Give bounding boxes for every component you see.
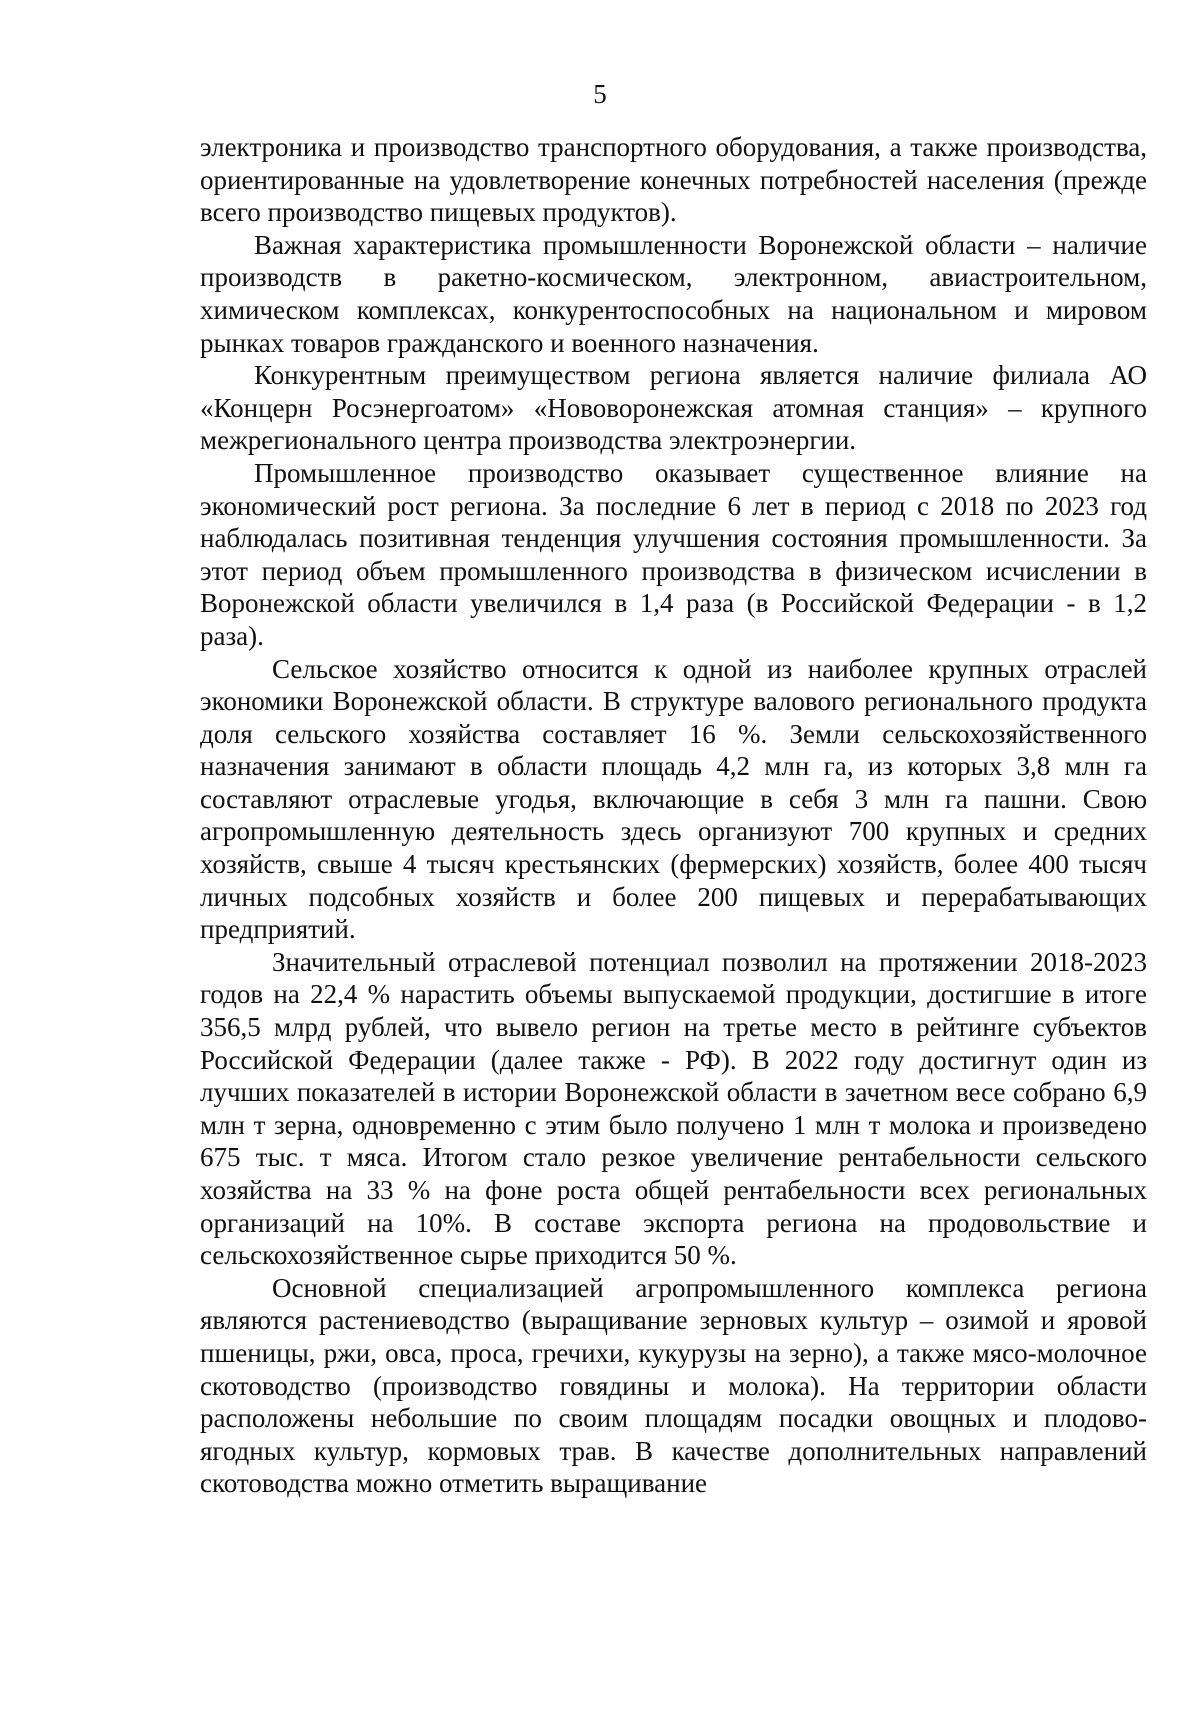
paragraph-sector-potential: Значительный отраслевой потенциал позволил на протяжении 2018-2023 годов на 22,4 % нарастить объемы выпускаемой продукции, достигшие в итоге 356,5 млрд рублей, что вывело регион на третье место в рейтинге субъектов Российской Федерации (далее также - РФ). В 2022 году достигнут один из лучших показателей в истории Воронежской области в зачетном весе собрано 6,9 млн т зерна, одновременно с этим было получено 1 млн т молока и произведено 675 тыс. т мяса. Итогом стало резкое увеличение рентабельности сельского хозяйства на 33 % на фоне роста общей рентабельности всех региональных организаций на 10%. В составе экспорта региона на продовольствие и сельскохозяйственное сырье приходится 50 %. — [200, 946, 1147, 1271]
paragraph-industrial-production: Промышленное производство оказывает существенное влияние на экономический рост региона. За последние 6 лет в период с 2018 по 2023 год наблюдалась позитивная тенденция улучшения состояния промышленности. За этот период объем промышленного производства в физическом исчислении в Воронежской области увеличился в 1,4 раза (в Российской Федерации - в 1,2 раза). — [200, 457, 1147, 651]
document-body — [200, 131, 1147, 1500]
paragraph-continuation: электроника и производство транспортного оборудования, а также производства, ориентированные на удовлетворение конечных потребностей населения (прежде всего производство пищевых продуктов). — [200, 132, 1147, 228]
page-number: 5 — [593, 79, 607, 109]
paragraph-industry-characteristic: Важная характеристика промышленности Воронежской области – наличие производств в ракетно-космическом, электронном, авиастроительном, химическом комплексах, конкурентоспособных на национальном и мировом рынках товаров гражданского и военного назначения. — [200, 229, 1147, 358]
paragraph-agriculture: Сельское хозяйство относится к одной из наиболее крупных отраслей экономики Воронежской области. В структуре валового регионального продукта доля сельского хозяйства составляет 16 %. Земли сельскохозяйственного назначения занимают в области площадь 4,2 млн га, из которых 3,8 млн га составляют отраслевые угодья, включающие в себя 3 млн га пашни. Свою агропромышленную деятельность здесь организуют 700 крупных и средних хозяйств, свыше 4 тысяч крестьянских (фермерских) хозяйств, более 400 тысяч личных подсобных хозяйств и более 200 пищевых и перерабатывающих предприятий. — [200, 653, 1147, 945]
paragraph-nuclear-station: Конкурентным преимуществом региона является наличие филиала АО «Концерн Росэнергоатом» «Нововоронежская атомная станция» – крупного межрегионального центра производства электроэнергии. — [200, 360, 1147, 456]
paragraph-agro-specialization: Основной специализацией агропромышленного комплекса региона являются растениеводство (выращивание зерновых культур – озимой и яровой пшеницы, ржи, овса, проса, гречихи, кукурузы на зерно), а также мясо-молочное скотоводство (производство говядины и молока). На территории области расположены небольшие по своим площадям посадки овощных и плодово-ягодных культур, кормовых трав. В качестве дополнительных направлений скотоводства можно отметить выращивание — [200, 1272, 1147, 1499]
